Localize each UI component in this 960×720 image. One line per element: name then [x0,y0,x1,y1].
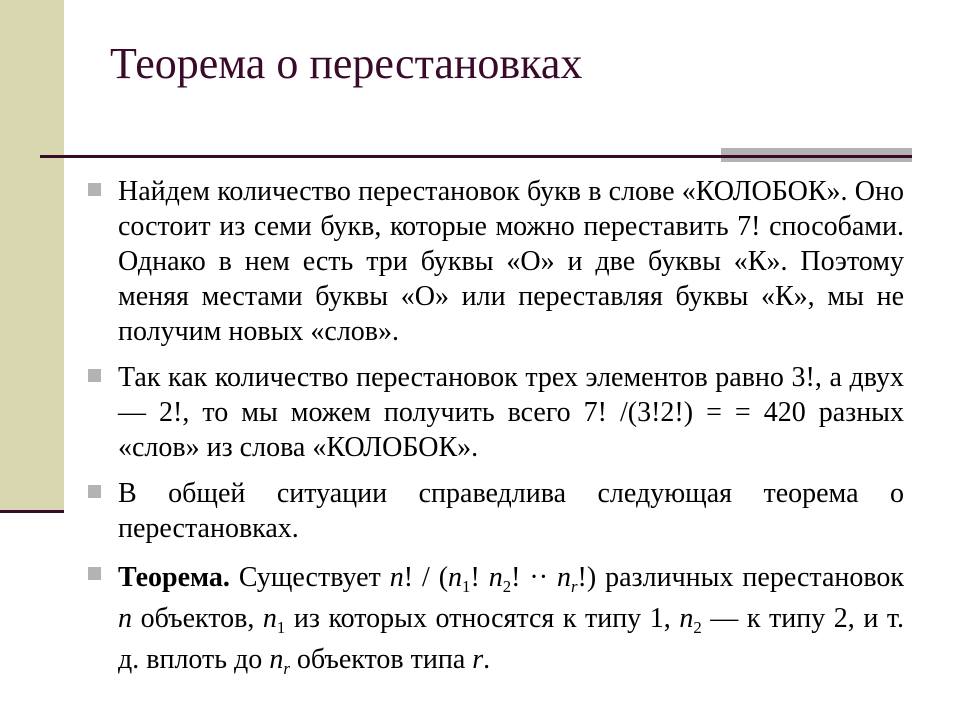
title-underline [40,155,722,158]
square-bullet-icon [88,485,101,498]
bullet-item [84,360,904,465]
square-bullet-icon [88,369,101,382]
bullet-text: Так как количество перестановок трех элементов равно 3!, а двух — 2!, то мы можем получить всего 7! /(3!2!) = = 420 разных «слов» из слова «КОЛОБОК». [118,362,904,463]
theorem-item: Теорема. Существует n! / ($n_1$! $n_2$! ·· $n_r$!) различных перестановок n объектов, $n_1$ из которых относятся к типу 1, $n_2$ — к типу 2, и т. д. вплоть до $n_r$ объектов типа r. [84,557,904,680]
square-bullet-icon [88,567,101,580]
bullet-text: В общей ситуации справедлива следующая теорема о перестановках. [118,478,904,544]
theorem-text: Существует [238,562,381,593]
square-bullet-icon [88,183,101,196]
slide-title: Теорема о перестановках [110,39,583,88]
slide-body [84,174,904,691]
title-underline-right [721,155,912,158]
bullet-item [84,174,904,349]
left-band-rule [0,510,64,513]
theorem-label: Теорема. [118,562,230,593]
left-accent-band [0,0,64,512]
bullet-item [84,476,904,546]
bullet-text: Найдем количество перестановок букв в слове «КОЛОБОК». Оно состоит из семи букв, которые можно переставить 7! способами. Однако в нем есть три буквы «О» и две буквы «К». Поэтому меняя местами буквы «О» или переставляя буквы «К», мы не получим новых «слов». [118,176,904,347]
